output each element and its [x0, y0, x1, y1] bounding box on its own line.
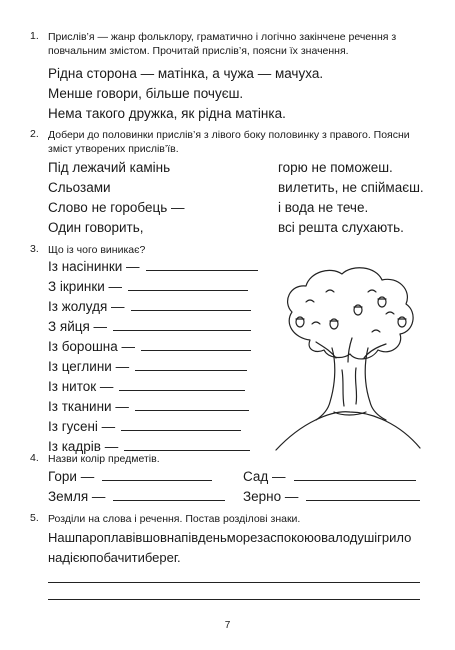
- answer-row: [48, 469, 212, 484]
- answer-prompt: Зерно —: [243, 489, 299, 504]
- exercise-1: [30, 30, 425, 58]
- answer-prompt: Із тканини —: [48, 399, 129, 414]
- answer-prompt: З ікринки —: [48, 279, 123, 294]
- answer-row: [48, 279, 248, 294]
- exercise-number: 5.: [30, 512, 39, 524]
- exercise-number: 1.: [30, 30, 39, 42]
- oak-tree-illustration: [272, 262, 422, 454]
- page-number: 7: [224, 620, 231, 631]
- answer-prompt: Із кадрів —: [48, 439, 119, 454]
- answer-blank[interactable]: [113, 499, 225, 501]
- exercise-2: [30, 128, 425, 156]
- proverb-line: Рідна сторона — матінка, а чужа — мачуха.: [48, 66, 324, 81]
- exercise-instruction: Що із чого виникає?: [48, 244, 146, 256]
- answer-blank[interactable]: [121, 429, 241, 431]
- exercise-instruction: Розділи на слова і речення. Постав розділові знаки.: [48, 513, 301, 525]
- exercise-number: 2.: [30, 128, 39, 140]
- answer-row: [48, 489, 225, 504]
- answer-prompt: Сад —: [243, 469, 286, 484]
- answer-blank[interactable]: [131, 309, 251, 311]
- unsegmented-text-line: надієюпобачитиберег.: [48, 550, 181, 565]
- answer-blank[interactable]: [294, 479, 416, 481]
- answer-blank[interactable]: [135, 409, 249, 411]
- proverb-left-half: Сльозами: [48, 180, 111, 195]
- answer-blank[interactable]: [102, 479, 212, 481]
- exercise-3: [30, 243, 425, 257]
- answer-prompt: Із гусені —: [48, 419, 116, 434]
- answer-row: [48, 399, 249, 414]
- answer-blank[interactable]: [135, 369, 247, 371]
- answer-blank[interactable]: [119, 389, 245, 391]
- answer-row: [48, 319, 251, 334]
- proverb-right-half: і вода не тече.: [278, 200, 369, 215]
- answer-row: [48, 299, 251, 314]
- answer-prompt: Із жолудя —: [48, 299, 125, 314]
- proverb-left-half: Слово не горобець —: [48, 200, 185, 215]
- unsegmented-text-line: Нашпароплавівшовнапівденьморезаспокоюовалодушігрило: [48, 530, 412, 545]
- answer-prompt: Гори —: [48, 469, 95, 484]
- proverb-left-half: Один говорить,: [48, 220, 144, 235]
- answer-blank[interactable]: [113, 329, 251, 331]
- exercise-number: 3.: [30, 243, 39, 255]
- answer-row: [243, 489, 420, 504]
- exercise-instruction: Назви колір предметів.: [48, 453, 160, 465]
- answer-row: [48, 419, 241, 434]
- exercise-5: [30, 512, 425, 526]
- answer-row: [48, 379, 245, 394]
- answer-prompt: Із ниток —: [48, 379, 114, 394]
- proverb-line: Нема такого дружка, як рідна матінка.: [48, 106, 286, 121]
- answer-prompt: Із насінинки —: [48, 259, 140, 274]
- answer-blank[interactable]: [141, 349, 251, 351]
- proverb-right-half: вилетить, не спіймаєш.: [278, 180, 424, 195]
- exercise-instruction: Прислів’я — жанр фольклору, граматично і логічно закінчене речення з повчальним змістом. Прочитай прислів’я, поясни їх значення.: [48, 31, 397, 57]
- answer-prompt: З яйця —: [48, 319, 108, 334]
- exercise-instruction: Добери до половинки прислів’я з лівого боку половинку з правого. Поясни зміст утворених прислів’їв.: [48, 129, 410, 155]
- proverb-right-half: горю не поможеш.: [278, 160, 393, 175]
- answer-rule[interactable]: [48, 599, 420, 600]
- proverb-line: Менше говори, більше почуєш.: [48, 86, 244, 101]
- answer-prompt: Із борошна —: [48, 339, 135, 354]
- answer-row: [48, 339, 251, 354]
- answer-blank[interactable]: [146, 269, 258, 271]
- proverb-right-half: всі решта слухають.: [278, 220, 404, 235]
- exercise-number: 4.: [30, 452, 39, 464]
- answer-rule[interactable]: [48, 582, 420, 583]
- answer-row: [48, 259, 258, 274]
- proverb-left-half: Під лежачий камінь: [48, 160, 171, 175]
- answer-blank[interactable]: [124, 449, 250, 451]
- exercise-4: [30, 452, 425, 466]
- answer-prompt: Із цеглини —: [48, 359, 130, 374]
- answer-blank[interactable]: [128, 289, 248, 291]
- answer-row: [48, 359, 247, 374]
- answer-prompt: Земля —: [48, 489, 106, 504]
- answer-blank[interactable]: [306, 499, 420, 501]
- answer-row: [243, 469, 416, 484]
